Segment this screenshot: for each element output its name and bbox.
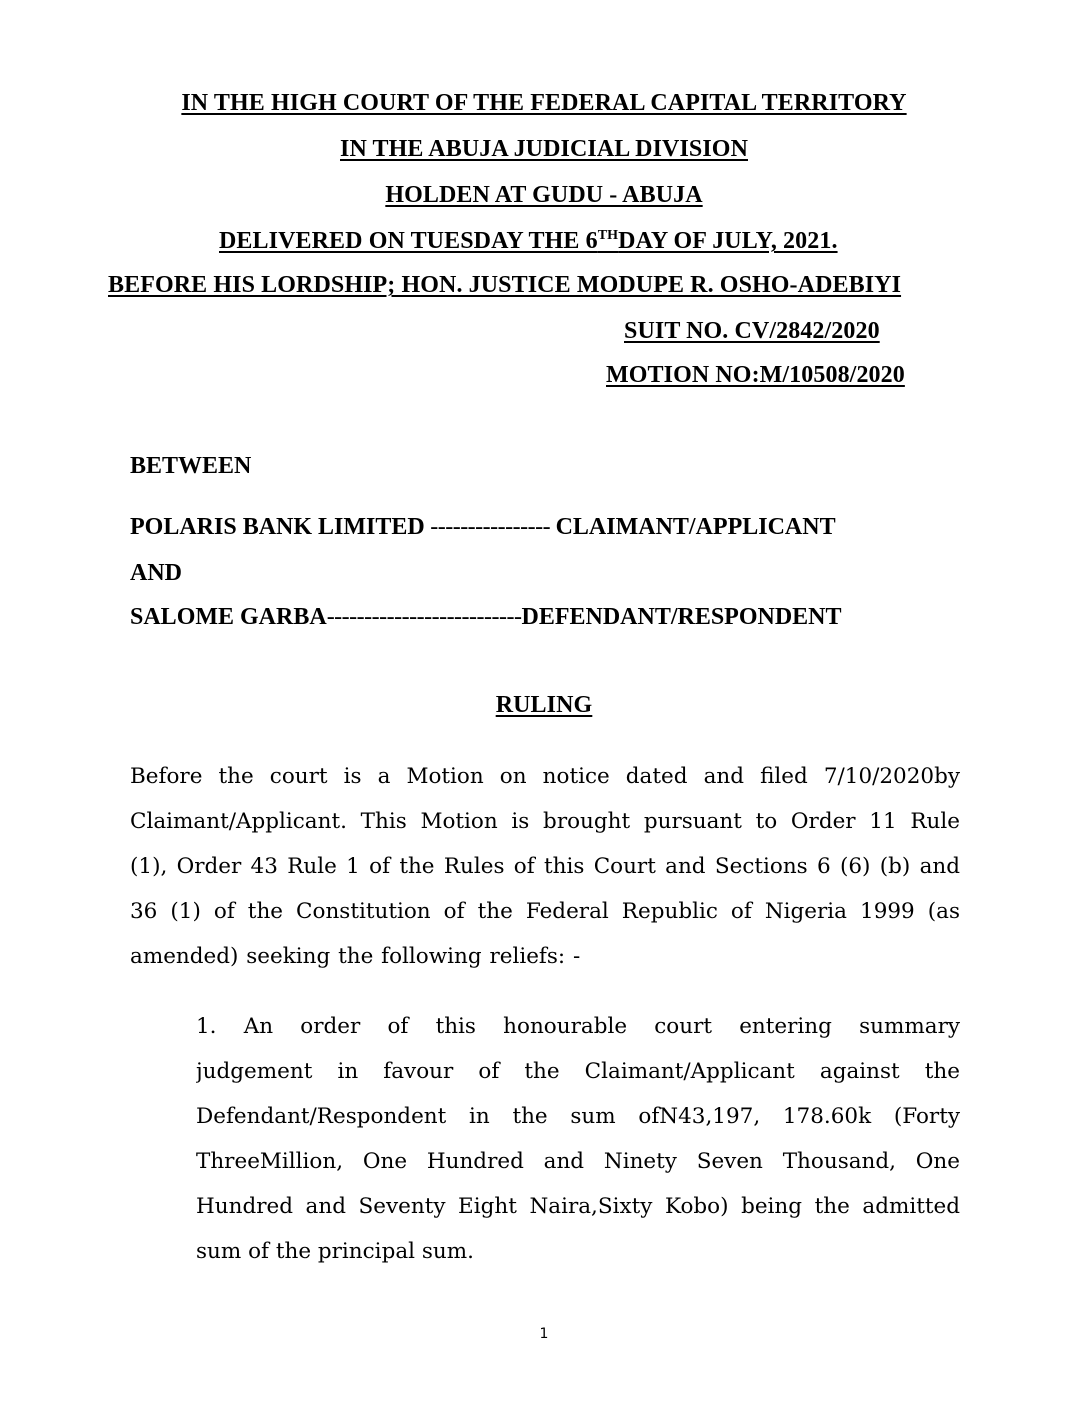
claimant-role: CLAIMANT/APPLICANT bbox=[555, 514, 836, 540]
claimant-line bbox=[130, 514, 836, 541]
relief-line: 1. An order of this honourable court entering summary bbox=[196, 1014, 960, 1039]
before-line: BEFORE HIS LORDSHIP; HON. JUSTICE MODUPE R. OSHO-ADEBIYI bbox=[108, 272, 902, 298]
defendant-role: DEFENDANT/RESPONDENT bbox=[521, 604, 842, 630]
intro-paragraph bbox=[130, 754, 960, 979]
delivered-sup: TH bbox=[597, 228, 619, 243]
intro-line: Claimant/Applicant. This Motion is brought pursuant to Order 11 Rule bbox=[130, 809, 960, 834]
intro-line: Before the court is a Motion on notice dated and filed 7/10/2020by bbox=[130, 764, 960, 789]
delivered-post: DAY OF JULY, 2021. bbox=[618, 228, 838, 254]
division-title: IN THE ABUJA JUDICIAL DIVISION bbox=[340, 136, 748, 162]
court-title: IN THE HIGH COURT OF THE FEDERAL CAPITAL TERRITORY bbox=[181, 90, 907, 116]
suit-number: SUIT NO. CV/2842/2020 bbox=[624, 318, 880, 344]
intro-line: amended) seeking the following reliefs: - bbox=[130, 944, 581, 969]
holden-title: HOLDEN AT GUDU - ABUJA bbox=[385, 182, 703, 208]
delivered-pre: DELIVERED ON TUESDAY THE 6 bbox=[219, 228, 598, 254]
ruling-title: RULING bbox=[495, 692, 593, 718]
intro-line: 36 (1) of the Constitution of the Federal Republic of Nigeria 1999 (as bbox=[130, 899, 960, 924]
claimant-dashes: ---------------- bbox=[424, 514, 556, 540]
relief-line: judgement in favour of the Claimant/Applicant against the bbox=[196, 1059, 960, 1084]
defendant-line bbox=[130, 604, 842, 631]
defendant-name: SALOME GARBA bbox=[130, 604, 327, 630]
motion-number: MOTION NO:M/10508/2020 bbox=[606, 362, 905, 388]
intro-line: (1), Order 43 Rule 1 of the Rules of this Court and Sections 6 (6) (b) and bbox=[130, 854, 960, 879]
and-label: AND bbox=[130, 560, 182, 586]
delivered-line bbox=[219, 228, 838, 255]
between-label: BETWEEN bbox=[130, 453, 252, 479]
relief-line: ThreeMillion, One Hundred and Ninety Seven Thousand, One bbox=[196, 1149, 960, 1174]
relief-line: Hundred and Seventy Eight Naira,Sixty Kobo) being the admitted bbox=[196, 1194, 960, 1219]
relief-item-1 bbox=[196, 1004, 960, 1274]
relief-line: Defendant/Respondent in the sum ofN43,197, 178.60k (Forty bbox=[196, 1104, 960, 1129]
page-number: 1 bbox=[539, 1326, 549, 1342]
relief-line: sum of the principal sum. bbox=[196, 1239, 474, 1264]
defendant-dashes: -------------------------- bbox=[326, 604, 522, 630]
claimant-name: POLARIS BANK LIMITED bbox=[130, 514, 425, 540]
